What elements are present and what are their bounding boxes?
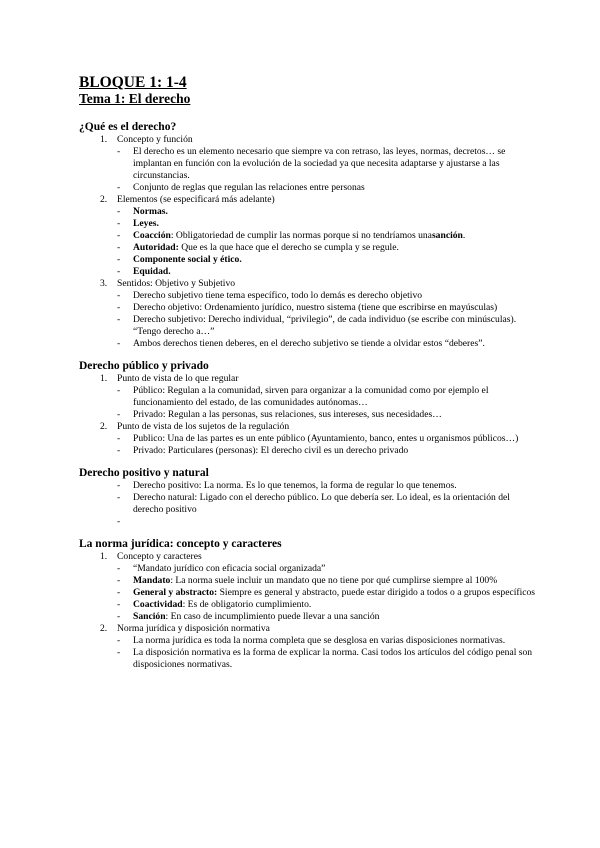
item-text: La disposición normativa es la forma de explicar la norma. Casi todos los artículos del código penal son disposiciones normativas.	[133, 647, 533, 670]
list-item	[79, 302, 540, 314]
dash-bullet: -	[117, 563, 121, 574]
item-number: 1.	[100, 373, 108, 384]
item-label: Punto de vista de lo que regular	[117, 373, 239, 384]
item-text: El derecho es un elemento necesario que siempre va con retraso, las leyes, normas, decretos… se implantan en función con la evolución de la sociedad ya que necesita adaptarse y ajustarse a las circunstancias.	[133, 146, 506, 181]
dash-bullet: -	[117, 492, 121, 503]
document-body	[79, 121, 540, 671]
list-item	[79, 409, 540, 421]
dash-bullet: -	[117, 206, 121, 217]
dash-bullet: -	[117, 575, 121, 586]
numbered-item	[79, 623, 540, 635]
item-label: Sentidos: Objetivo y Subjetivo	[117, 278, 236, 289]
dash-bullet: -	[117, 146, 121, 157]
bold-term: sanción	[431, 230, 463, 241]
list-item	[79, 242, 540, 254]
document-title: BLOQUE 1: 1-4	[79, 74, 187, 91]
item-text: Conjunto de reglas que regulan las relaciones entre personas	[133, 182, 365, 193]
list-item	[79, 611, 540, 623]
item-number: 3.	[100, 278, 108, 289]
dash-bullet: -	[117, 445, 121, 456]
dash-bullet: -	[117, 254, 121, 265]
section-heading: Derecho positivo y natural	[79, 467, 209, 479]
item-number: 2.	[100, 194, 108, 205]
list-item	[79, 480, 540, 492]
item-text: Derecho positivo: La norma. Es lo que tenemos, la forma de regular lo que tenemos.	[133, 480, 457, 491]
numbered-item	[79, 194, 540, 206]
list-item	[79, 587, 540, 599]
list-item	[79, 599, 540, 611]
bold-term: Mandato	[133, 575, 171, 586]
bold-term: Normas.	[133, 206, 168, 217]
numbered-item	[79, 421, 540, 433]
dash-bullet: -	[117, 433, 121, 444]
item-text: Que es la que hace que el derecho se cumpla y se regule.	[178, 242, 399, 253]
item-text: : Obligatoriedad de cumplir las normas porque si no tendríamos una	[170, 230, 432, 241]
item-text: : En caso de incumplimiento puede llevar a una sanción	[165, 611, 380, 622]
list-item	[79, 218, 540, 230]
item-label: Punto de vista de los sujetos de la regulación	[117, 421, 290, 432]
numbered-item	[79, 551, 540, 563]
list-item	[79, 254, 540, 266]
item-text: Derecho subjetivo: Derecho individual, “privilegio”, de cada individuo (se escribe con minúsculas). “Tengo derecho a…”	[133, 314, 517, 337]
dash-bullet: -	[117, 290, 121, 301]
dash-bullet: -	[117, 611, 121, 622]
numbered-item	[79, 373, 540, 385]
list-item	[79, 206, 540, 218]
section-heading: ¿Qué es el derecho?	[79, 121, 177, 133]
item-text: : Es de obligatorio cumplimiento.	[182, 599, 312, 610]
list-item	[79, 230, 540, 242]
item-text: Privado: Particulares (personas): El derecho civil es un derecho privado	[133, 445, 409, 456]
list-item	[79, 385, 540, 409]
dash-bullet: -	[117, 302, 121, 313]
bold-term: Sanción	[133, 611, 166, 622]
dash-bullet: -	[117, 338, 121, 349]
bold-term: General y abstracto:	[133, 587, 218, 598]
dash-bullet: -	[117, 218, 121, 229]
list-item	[79, 146, 540, 182]
list-item	[79, 338, 540, 350]
document-subtitle: Tema 1: El derecho	[79, 91, 191, 106]
list-item	[79, 445, 540, 457]
bold-term: Leyes.	[133, 218, 159, 229]
list-item	[79, 647, 540, 671]
list-item	[79, 635, 540, 647]
item-text: Derecho objetivo: Ordenamiento jurídico, nuestro sistema (tiene que escribirse en mayúsculas)	[133, 302, 498, 313]
list-item	[79, 266, 540, 278]
item-number: 2.	[100, 623, 108, 634]
item-label: Concepto y caracteres	[117, 551, 202, 562]
list-item	[79, 492, 540, 516]
list-item	[79, 182, 540, 194]
item-number: 1.	[100, 551, 108, 562]
dash-bullet: -	[117, 385, 121, 396]
bold-term: Autoridad:	[133, 242, 179, 253]
item-text: .	[462, 230, 466, 241]
dash-bullet: -	[117, 314, 121, 325]
dash-bullet: -	[117, 599, 121, 610]
item-label: Elementos (se especificará más adelante)	[117, 194, 275, 205]
list-item	[79, 314, 540, 338]
item-text: : La norma suele incluir un mandato que no tiene por qué cumplirse siempre al 100%	[170, 575, 498, 586]
item-text: Siempre es general y abstracto, puede estar dirigido a todos o a grupos específicos	[217, 587, 536, 598]
bold-term: Coactividad	[133, 599, 183, 610]
item-text: “Mandato jurídico con eficacia social organizada”	[133, 563, 326, 574]
dash-bullet: -	[117, 409, 121, 420]
dash-bullet: -	[117, 635, 121, 646]
dash-bullet: -	[117, 480, 121, 491]
item-text: Público: Regulan a la comunidad, sirven para organizar a la comunidad como por ejemplo el funcionamiento del estado, de las comunidades autónomas…	[133, 385, 489, 408]
list-item	[79, 516, 540, 528]
item-text: Derecho natural: Ligado con el derecho público. Lo que debería ser. Lo ideal, es la orientación del derecho positivo	[133, 492, 510, 515]
dash-bullet: -	[117, 587, 121, 598]
section-heading: Derecho público y privado	[79, 360, 209, 372]
dash-bullet: -	[117, 242, 121, 253]
bold-term: Componente social y ético.	[133, 254, 242, 265]
bold-term: Coacción	[133, 230, 171, 241]
numbered-item	[79, 278, 540, 290]
item-label: Concepto y función	[117, 134, 193, 145]
item-text: Publico: Una de las partes es un ente público (Ayuntamiento, banco, entes u organismos públicos…)	[133, 433, 519, 444]
list-item	[79, 575, 540, 587]
dash-bullet: -	[117, 647, 121, 658]
dash-bullet: -	[117, 230, 121, 241]
item-number: 2.	[100, 421, 108, 432]
item-text: Ambos derechos tienen deberes, en el derecho subjetivo se tiende a olvidar estos “deberes”.	[133, 338, 485, 349]
item-text: Derecho subjetivo tiene tema específico, todo lo demás es derecho objetivo	[133, 290, 423, 301]
numbered-item	[79, 134, 540, 146]
item-text: Privado: Regulan a las personas, sus relaciones, sus intereses, sus necesidades…	[133, 409, 442, 420]
bold-term: Equidad.	[133, 266, 171, 277]
item-text: La norma jurídica es toda la norma completa que se desglosa en varias disposiciones normativas.	[133, 635, 506, 646]
section-heading: La norma jurídica: concepto y caracteres	[79, 538, 282, 550]
dash-bullet: -	[117, 266, 121, 277]
list-item	[79, 433, 540, 445]
list-item	[79, 290, 540, 302]
dash-bullet: -	[117, 516, 121, 527]
list-item	[79, 563, 540, 575]
item-number: 1.	[100, 134, 108, 145]
dash-bullet: -	[117, 182, 121, 193]
item-label: Norma jurídica y disposición normativa	[117, 623, 270, 634]
